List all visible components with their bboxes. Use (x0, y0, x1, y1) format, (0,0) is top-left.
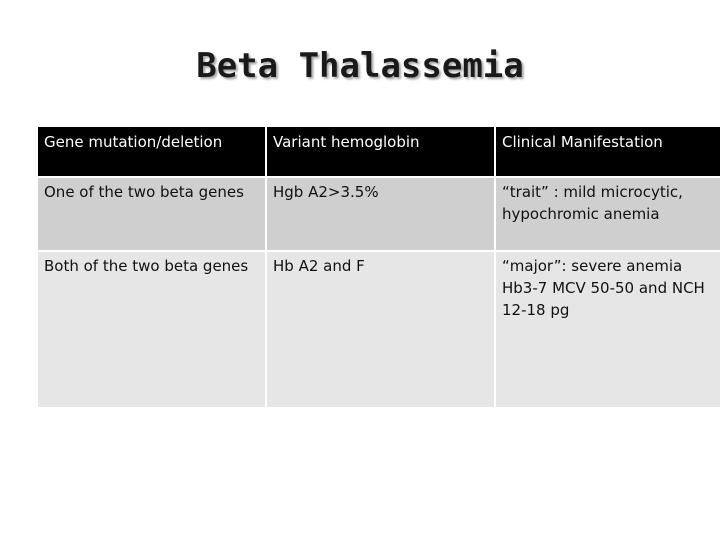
table-header-row (37, 126, 720, 177)
cell-variant-hemoglobin: Hgb A2>3.5% (266, 177, 495, 251)
cell-variant-hemoglobin: Hb A2 and F (266, 251, 495, 408)
header-variant-hemoglobin: Variant hemoglobin (266, 126, 495, 177)
table-row (37, 177, 720, 251)
cell-clinical-manifestation: “major”: severe anemia Hb3-7 MCV 50-50 and NCH 12-18 pg (495, 251, 720, 408)
slide-title: Beta Thalassemia (196, 46, 524, 86)
table-row (37, 251, 720, 408)
cell-gene-mutation: Both of the two beta genes (37, 251, 266, 408)
cell-clinical-manifestation: “trait” : mild microcytic, hypochromic anemia (495, 177, 720, 251)
cell-gene-mutation: One of the two beta genes (37, 177, 266, 251)
header-gene-mutation: Gene mutation/deletion (37, 126, 266, 177)
header-clinical-manifestation: Clinical Manifestation (495, 126, 720, 177)
thalassemia-table (36, 125, 720, 409)
